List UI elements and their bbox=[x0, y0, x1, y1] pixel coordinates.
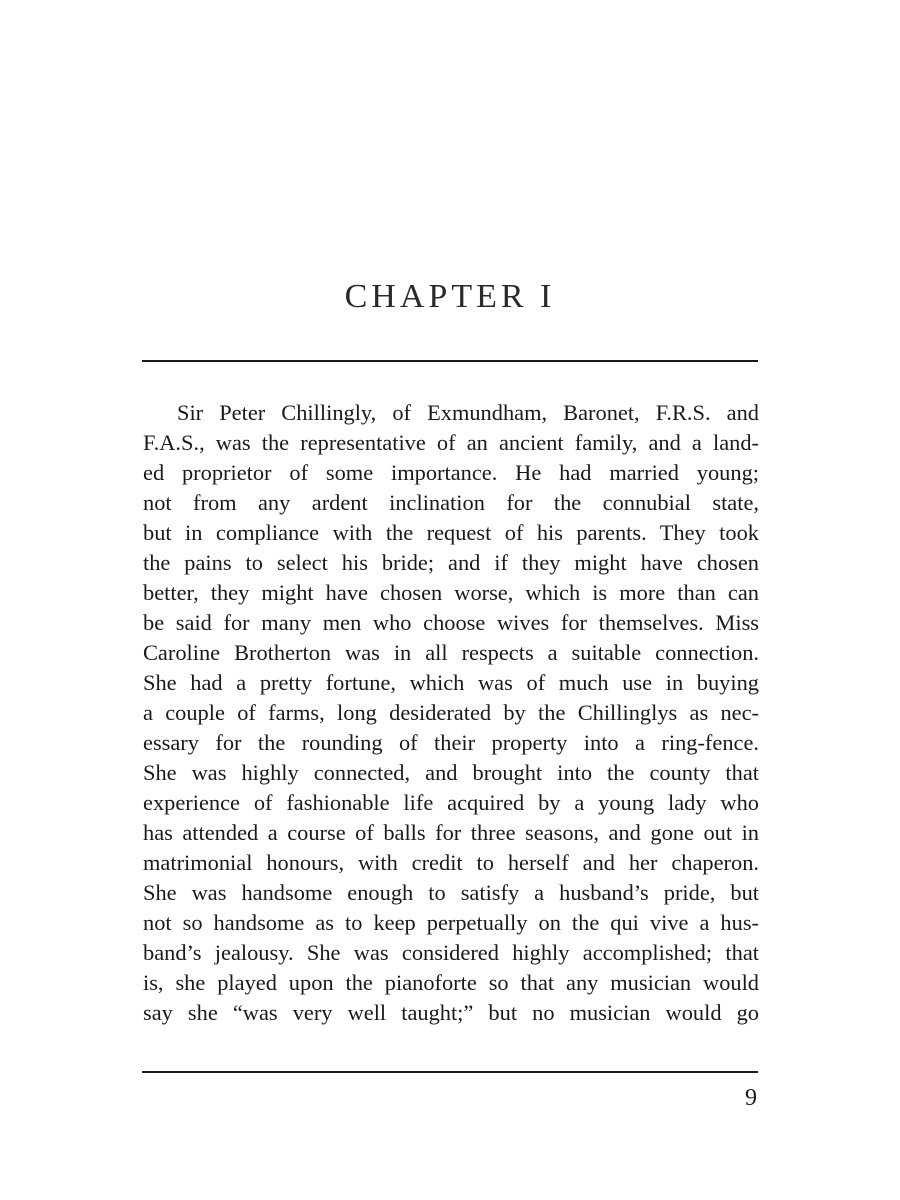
text-line: say she “was very well taught;” but no musician would go bbox=[143, 1000, 759, 1025]
text-line: F.A.S., was the representative of an ancient family, and a land- bbox=[143, 430, 759, 455]
bottom-rule bbox=[142, 1071, 758, 1073]
text-line: matrimonial honours, with credit to herself and her chaperon. bbox=[143, 850, 759, 875]
text-line: band’s jealousy. She was considered highly accomplished; that bbox=[143, 940, 759, 965]
text-line: Caroline Brotherton was in all respects a suitable connection. bbox=[143, 640, 759, 665]
text-line: Sir Peter Chillingly, of Exmundham, Baronet, F.R.S. and bbox=[177, 400, 759, 425]
text-line: She was highly connected, and brought into the county that bbox=[143, 760, 759, 785]
text-line: She had a pretty fortune, which was of much use in buying bbox=[143, 670, 759, 695]
text-line: not so handsome as to keep perpetually on the qui vive a hus- bbox=[143, 910, 759, 935]
text-line: essary for the rounding of their property into a ring-fence. bbox=[143, 730, 759, 755]
text-line: She was handsome enough to satisfy a husband’s pride, but bbox=[143, 880, 759, 905]
text-line: the pains to select his bride; and if they might have chosen bbox=[143, 550, 759, 575]
text-line: be said for many men who choose wives for themselves. Miss bbox=[143, 610, 759, 635]
page-number: 9 bbox=[745, 1085, 757, 1111]
top-rule bbox=[142, 360, 758, 362]
text-line: ed proprietor of some importance. He had married young; bbox=[143, 460, 759, 485]
text-line: has attended a course of balls for three seasons, and gone out in bbox=[143, 820, 759, 845]
text-line: but in compliance with the request of his parents. They took bbox=[143, 520, 759, 545]
text-line: not from any ardent inclination for the connubial state, bbox=[143, 490, 759, 515]
text-line: is, she played upon the pianoforte so that any musician would bbox=[143, 970, 759, 995]
text-line: a couple of farms, long desiderated by the Chillinglys as nec- bbox=[143, 700, 759, 725]
chapter-title: CHAPTER I bbox=[344, 278, 556, 315]
text-line: experience of fashionable life acquired by a young lady who bbox=[143, 790, 759, 815]
text-line: better, they might have chosen worse, which is more than can bbox=[143, 580, 759, 605]
body-paragraph bbox=[143, 398, 759, 1028]
